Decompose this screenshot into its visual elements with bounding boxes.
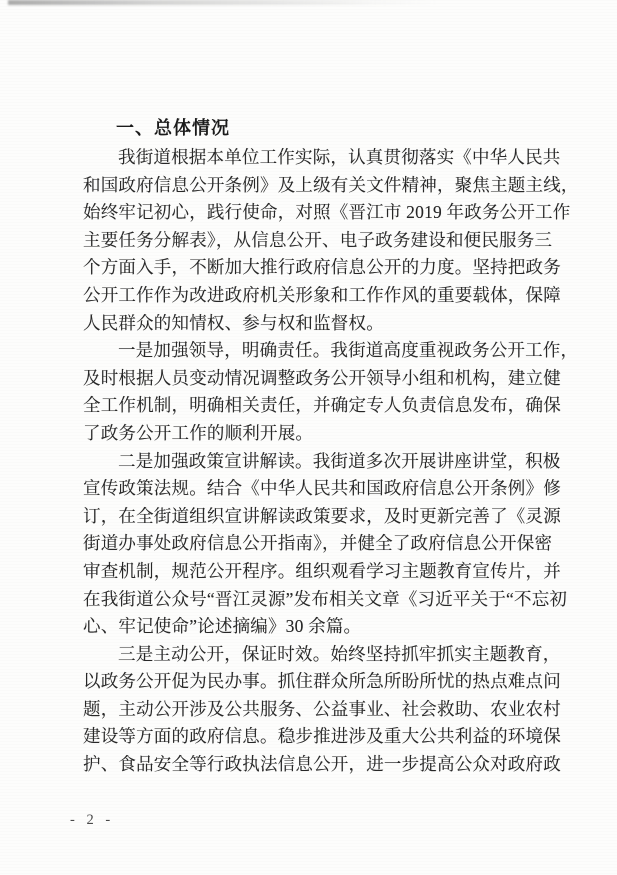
body-line: 在我街道公众号“晋江灵源”发布相关文章《习近平关于“不忘初 (83, 588, 568, 609)
body-line: 了政务公开工作的顺利开展。 (83, 422, 314, 443)
body-line: 主要任务分解表》，从信息公开、电子政务建设和便民服务三 (83, 229, 553, 250)
body-line: 和国政府信息公开条例》及上级有关文件精神，聚焦主题主线， (83, 174, 579, 195)
body-line: 护、食品安全等行政执法信息公开，进一步提高公众对政府政 (83, 754, 561, 775)
page-number: - 2 - (70, 812, 115, 828)
body-line: 公开工作作为改进政府机关形象和工作作风的重要载体，保障 (83, 284, 561, 305)
body-line: 及时根据人员变动情况调整政务公开领导小组和机构，建立健 (83, 367, 561, 388)
document-body (83, 114, 579, 779)
body-line: 以政务公开促为民办事。抓住群众所急所盼所忧的热点难点问 (83, 671, 561, 692)
body-line: 三是主动公开，保证时效。始终坚持抓牢抓实主题教育， (118, 643, 561, 664)
body-line: 订，在全街道组织宣讲解读政策要求，及时更新完善了《灵源 (83, 505, 561, 526)
section-heading: 一、总体情况 (116, 118, 230, 138)
body-line: 建设等方面的政府信息。稳步推进涉及重大公共利益的环境保 (83, 726, 561, 747)
body-line: 题，主动公开涉及公共服务、公益事业、社会救助、农业农村 (83, 698, 561, 719)
body-line: 一是加强领导，明确责任。我街道高度重视政务公开工作， (118, 340, 579, 361)
body-line: 始终牢记初心，践行使命，对照《晋江市 2019 年政务公开工作 (83, 202, 571, 223)
scan-artifact-top-edge (8, 0, 438, 5)
body-line: 宣传政策法规。结合《中华人民共和国政府信息公开条例》修 (83, 478, 561, 499)
body-line: 个方面入手，不断加大推行政府信息公开的力度。坚持把政务 (83, 257, 561, 278)
body-line: 我街道根据本单位工作实际，认真贯彻落实《中华人民共 (118, 147, 561, 167)
body-line: 二是加强政策宣讲解读。我街道多次开展讲座讲堂，积极 (118, 450, 561, 471)
body-line: 全工作机制，明确相关责任，并确定专人负责信息发布，确保 (83, 395, 561, 416)
body-line: 心、牢记使命”论述摘编》30 余篇。 (83, 616, 362, 637)
body-line: 审查机制，规范公开程序。组织观看学习主题教育宣传片，并 (83, 560, 561, 581)
body-line: 街道办事处政府信息公开指南》，并健全了政府信息公开保密 (83, 533, 553, 554)
body-line: 人民群众的知情权、参与权和监督权。 (83, 312, 384, 333)
